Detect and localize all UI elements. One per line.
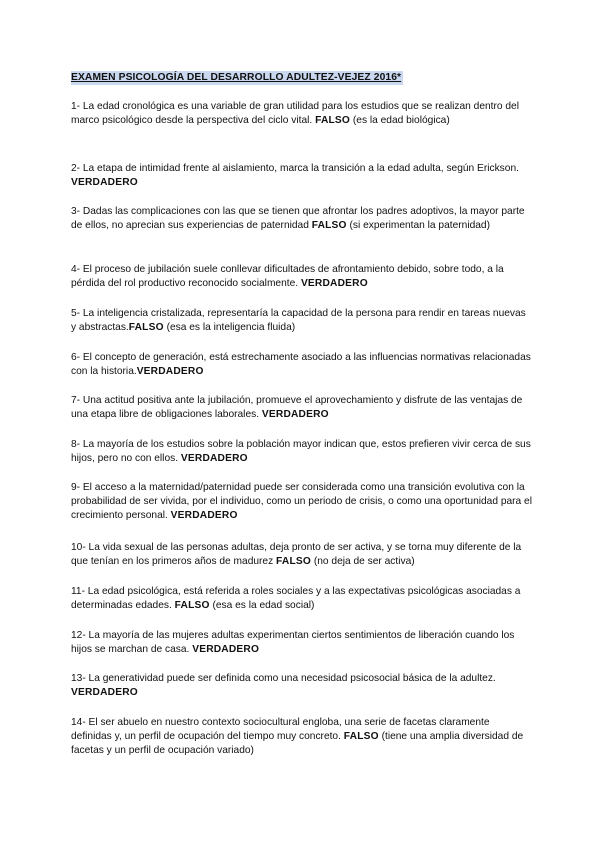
answer: VERDADERO: [261, 409, 329, 421]
question-14: [71, 716, 533, 759]
answer: VERDADERO: [136, 366, 204, 378]
question-8: [71, 438, 533, 466]
answer-note: (no deja de ser activa): [313, 556, 415, 568]
answer: FALSO: [174, 600, 210, 612]
answer: FALSO: [311, 220, 347, 232]
question-text: 13- La generatividad puede ser definida como una necesidad psicosocial básica de la adultez.: [71, 673, 496, 684]
answer: VERDADERO: [192, 644, 260, 656]
question-9: [71, 481, 533, 524]
answer-note: (esa es la edad social): [212, 600, 315, 612]
question-text: 1- La edad cronológica es una variable de gran utilidad para los estudios que se realizan dentro del marco psicológico desde la perspectiva del ciclo vital.: [71, 101, 519, 127]
question-text: 5- La inteligencia cristalizada, representaría la capacidad de la persona para rendir en tareas nuevas y abstractas.: [71, 308, 526, 334]
answer: VERDADERO: [300, 278, 368, 290]
answer: FALSO: [315, 115, 351, 127]
answer: VERDADERO: [71, 177, 138, 189]
question-6: [71, 351, 533, 379]
question-1: [71, 100, 533, 128]
question-2: [71, 162, 533, 190]
question-text: 2- La etapa de intimidad frente al aislamiento, marca la transición a la edad adulta, según Erickson.: [71, 163, 519, 174]
question-11: [71, 585, 533, 613]
question-7: [71, 394, 533, 422]
question-10: [71, 541, 533, 569]
answer: FALSO: [128, 322, 164, 334]
answer: FALSO: [276, 556, 311, 568]
answer-note: (es la edad biológica): [352, 115, 450, 127]
answer: VERDADERO: [170, 510, 238, 522]
answer: VERDADERO: [71, 687, 138, 699]
question-text: 9- El acceso a la maternidad/paternidad puede ser considerada como una transición evolutiva con la probabilidad de ser vivida, por el individuo, como un periodo de crisis, o como una oportunidad para el crecimiento personal.: [71, 482, 532, 522]
question-text: 8- La mayoría de los estudios sobre la población mayor indican que, estos prefieren vivir cerca de sus hijos, pero no con ellos.: [71, 439, 531, 465]
question-13: [71, 672, 533, 700]
answer-note: (si experimentan la paternidad): [349, 220, 490, 232]
question-text: 3- Dadas las complicaciones con las que se tienen que afrontar los padres adoptivos, la mayor parte de ellos, no aprecian sus experiencias de paternidad: [71, 206, 525, 232]
question-text: 4- El proceso de jubilación suele conllevar dificultades de afrontamiento debido, sobre todo, a la pérdida del rol productivo reconocido socialmente.: [71, 264, 504, 290]
question-4: [71, 263, 533, 291]
question-text: 7- Una actitud positiva ante la jubilación, promueve el aprovechamiento y disfrute de las ventajas de una etapa libre de obligaciones laborales.: [71, 395, 523, 421]
question-3: [71, 205, 533, 233]
question-text: 14- El ser abuelo en nuestro contexto sociocultural engloba, una serie de facetas claramente definidas y, un perfil de ocupación del tiempo muy concreto.: [71, 717, 490, 743]
question-text: 11- La edad psicológica, está referida a roles sociales y a las expectativas psicológicas asociadas a determinadas edades.: [71, 586, 521, 612]
question-text: 10- La vida sexual de las personas adultas, deja pronto de ser activa, y se torna muy diferente de la que tenían en los primeros años de madurez: [71, 542, 522, 568]
question-text: 12- La mayoría de las mujeres adultas experimentan ciertos sentimientos de liberación cuando los hijos se marchan de casa.: [71, 630, 515, 656]
answer: FALSO: [343, 731, 379, 743]
question-5: [71, 307, 533, 335]
question-12: [71, 629, 533, 657]
answer: VERDADERO: [180, 453, 248, 465]
exam-title: EXAMEN PSICOLOGÍA DEL DESARROLLO ADULTEZ-VEJEZ 2016*: [71, 72, 402, 83]
answer-note: (tiene una amplia diversidad de facetas y un perfil de ocupación variado): [71, 731, 524, 757]
question-text: 6- El concepto de generación, está estrechamente asociado a las influencias normativas relacionadas con la historia.: [71, 352, 531, 378]
answer-note: (esa es la inteligencia fluida): [166, 322, 296, 334]
